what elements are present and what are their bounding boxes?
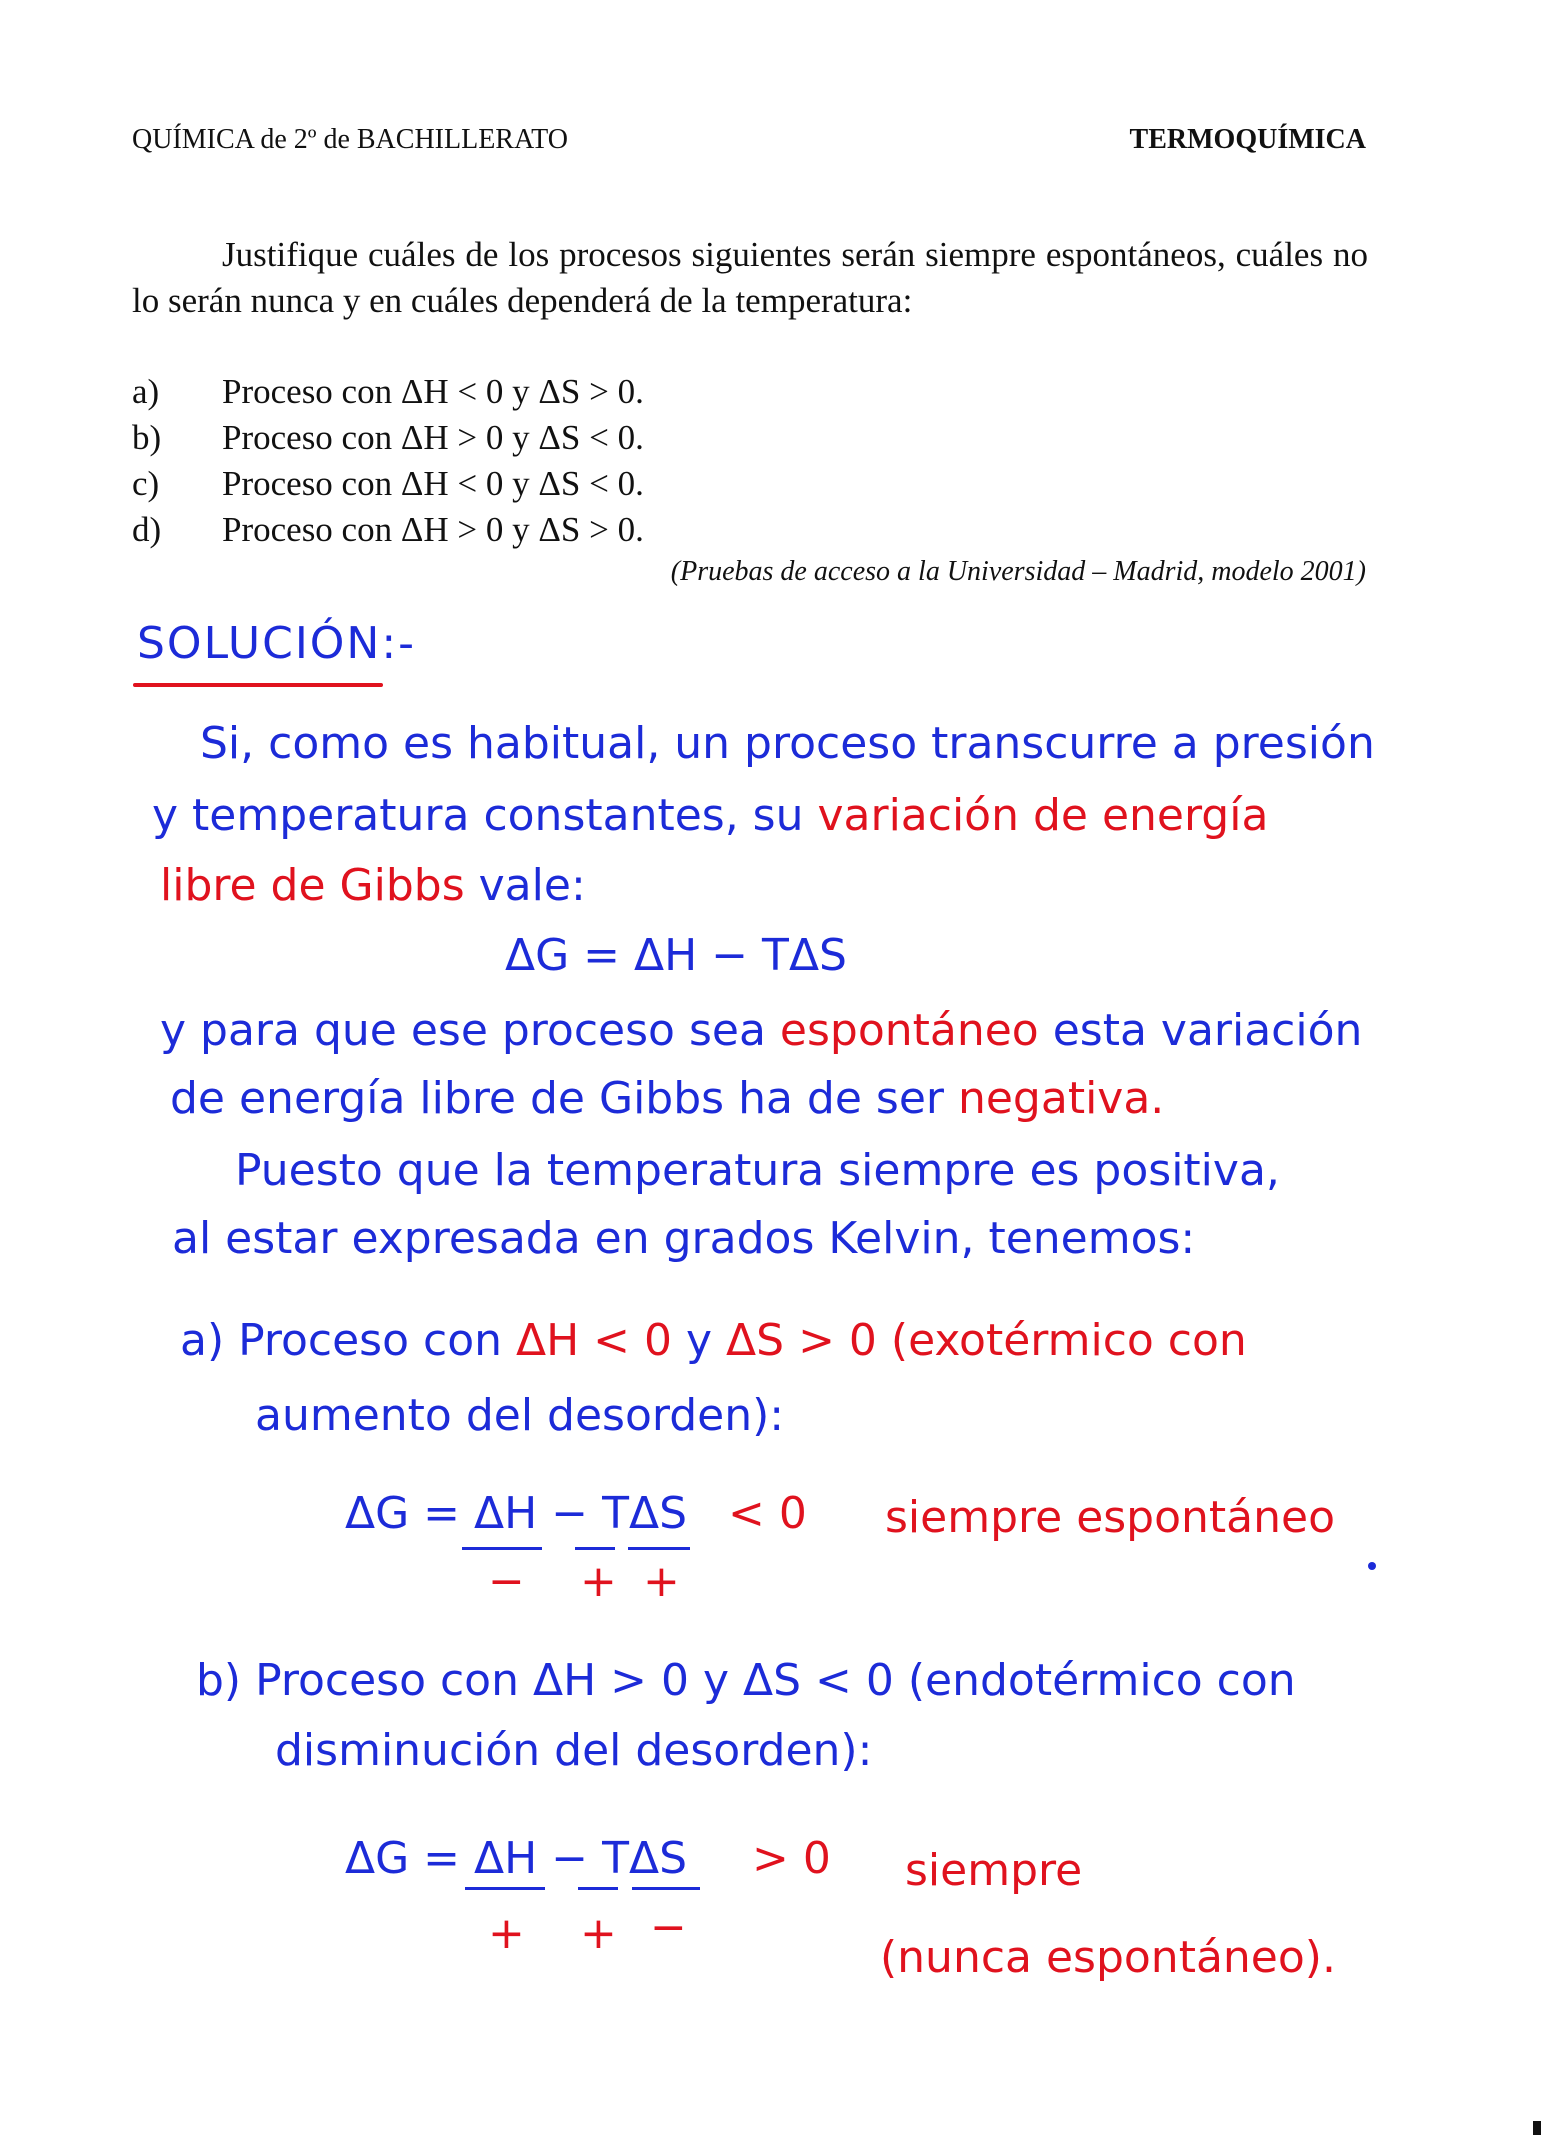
case-a-underline-ds	[628, 1547, 690, 1550]
option-a	[132, 372, 644, 412]
problem-statement-text: Justifique cuáles de los procesos siguientes serán siempre espontáneos, cuáles no lo serán nunca y en cuáles dependerá de la temperatura:	[132, 235, 1368, 320]
case-b-underline-dh	[465, 1887, 545, 1890]
intro-line-3-blue: vale:	[478, 860, 586, 911]
case-a-underline-dh	[462, 1547, 542, 1550]
case-a-desc-1: (exotérmico con	[876, 1315, 1247, 1366]
problem-source: (Pruebas de acceso a la Universidad – Madrid, modelo 2001)	[670, 556, 1366, 587]
case-b-line-2: disminución del desorden):	[275, 1725, 873, 1776]
case-a-formula	[345, 1488, 687, 1539]
case-a-sign-ds: +	[643, 1556, 680, 1607]
case-a-cond-1: ΔH < 0	[516, 1315, 673, 1366]
solution-title-underline	[133, 683, 383, 687]
case-a-formula-left: ΔG =	[345, 1488, 475, 1539]
option-letter: c)	[132, 464, 160, 503]
case-b-sign-ds: −	[650, 1902, 687, 1953]
case-b-desc-1: (endotérmico con	[893, 1655, 1296, 1706]
case-a-relation: < 0	[728, 1488, 807, 1539]
option-text: Proceso con ΔH < 0 y ΔS > 0.	[222, 372, 644, 411]
case-b-label: b) Proceso con	[196, 1655, 533, 1706]
case-b-formula	[345, 1833, 687, 1884]
option-text: Proceso con ΔH < 0 y ΔS < 0.	[222, 464, 644, 503]
spontaneity-line-1-blue-2: esta variación	[1052, 1005, 1363, 1056]
scan-corner-mark	[1533, 2121, 1541, 2135]
spontaneity-line-1-red: espontáneo	[779, 1005, 1053, 1056]
option-letter: d)	[132, 510, 162, 549]
case-b-term-ds: ΔS	[628, 1833, 687, 1884]
option-letter: a)	[132, 372, 160, 411]
case-a-label: a) Proceso con	[180, 1315, 516, 1366]
problem-statement	[132, 232, 1368, 324]
solution-title: SOLUCIÓN:-	[137, 618, 417, 669]
case-a-line-1	[180, 1315, 1247, 1366]
case-b-term-dh: ΔH	[474, 1833, 538, 1884]
case-b-cond-1: ΔH > 0	[532, 1655, 689, 1706]
case-b-result-1: siempre	[905, 1845, 1083, 1896]
intro-line-1: Si, como es habitual, un proceso transcurre a presión	[200, 718, 1375, 769]
case-b-sign-t: +	[580, 1908, 617, 1959]
spontaneity-line-1-blue: y para que ese proceso sea	[160, 1005, 780, 1056]
case-b-formula-left: ΔG =	[345, 1833, 475, 1884]
intro-line-3-red: libre de Gibbs	[160, 860, 479, 911]
kelvin-line-2: al estar expresada en grados Kelvin, tenemos:	[172, 1213, 1196, 1264]
kelvin-line-1: Puesto que la temperatura siempre es positiva,	[235, 1145, 1280, 1196]
option-text: Proceso con ΔH > 0 y ΔS < 0.	[222, 418, 644, 457]
case-a-result: siempre espontáneo	[885, 1492, 1336, 1543]
case-b-line-1	[196, 1655, 1296, 1706]
case-a-y: y	[672, 1315, 727, 1366]
option-letter: b)	[132, 418, 162, 457]
header-topic: TERMOQUÍMICA	[1129, 124, 1366, 155]
case-b-underline-ds	[632, 1887, 700, 1890]
spontaneity-line-2-blue: de energía libre de Gibbs ha de ser	[170, 1073, 958, 1124]
case-a-period	[1368, 1562, 1376, 1570]
case-b-cond-2: ΔS < 0	[743, 1655, 894, 1706]
intro-line-2-red: variación de energía	[817, 790, 1269, 841]
header-course: QUÍMICA de 2º de BACHILLERATO	[132, 124, 568, 155]
case-b-underline-t	[578, 1887, 618, 1890]
case-a-term-ds: ΔS	[628, 1488, 687, 1539]
case-a-underline-t	[575, 1547, 615, 1550]
case-b-relation: > 0	[752, 1833, 831, 1884]
case-b-term-t: T	[602, 1833, 629, 1884]
option-c	[132, 464, 644, 504]
option-b	[132, 418, 644, 458]
case-a-term-t: T	[602, 1488, 629, 1539]
case-a-sign-dh: −	[488, 1556, 525, 1607]
case-b-sign-dh: +	[488, 1908, 525, 1959]
gibbs-formula: ΔG = ΔH − TΔS	[505, 930, 847, 981]
intro-line-2	[152, 790, 1268, 841]
intro-line-2-blue: y temperatura constantes, su	[152, 790, 818, 841]
case-b-minus: −	[537, 1833, 603, 1884]
case-b-y: y	[689, 1655, 744, 1706]
option-d	[132, 510, 644, 550]
case-a-minus: −	[537, 1488, 603, 1539]
case-a-term-dh: ΔH	[474, 1488, 538, 1539]
spontaneity-line-2	[170, 1073, 1164, 1124]
case-b-result-2: (nunca espontáneo).	[880, 1932, 1336, 1983]
case-a-cond-2: ΔS > 0	[726, 1315, 877, 1366]
case-a-sign-t: +	[580, 1556, 617, 1607]
spontaneity-line-1	[160, 1005, 1362, 1056]
intro-line-3	[160, 860, 586, 911]
case-a-line-2: aumento del desorden):	[255, 1390, 785, 1441]
option-text: Proceso con ΔH > 0 y ΔS > 0.	[222, 510, 644, 549]
spontaneity-line-2-red: negativa.	[957, 1073, 1165, 1124]
